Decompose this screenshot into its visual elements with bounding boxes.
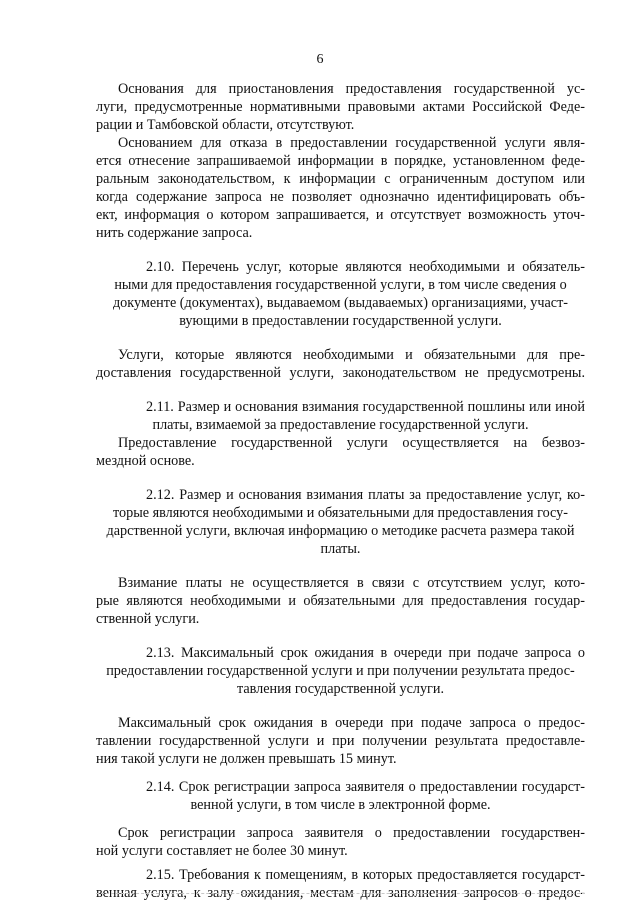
text-line: рые являются необходимыми и обязательными для предоставления государ-: [96, 593, 585, 609]
text-line: луги, предусмотренные нормативными правовыми актами Российской Феде-: [96, 99, 585, 115]
section-heading-line: 2.11. Размер и основания взимания государственной пошлины или иной: [146, 399, 585, 415]
text-line: Взимание платы не осуществляется в связи с отсутствием услуг, кото-: [118, 575, 585, 591]
section-heading-line: платы, взимаемой за предоставление государственной услуги.: [152, 417, 529, 433]
section-heading-line: предоставлении государственной услуги и при получении результата предос-: [106, 663, 575, 679]
text-line: ект, информация о котором запрашивается, и отсутствует возможность уточ-: [96, 207, 585, 223]
section-heading-line: торые являются необходимыми и обязательными для предоставления госу-: [113, 505, 568, 521]
text-line: Основанием для отказа в предоставлении государственной услуги явля-: [118, 135, 585, 151]
text-line: ется отнесение запрашиваемой информации в порядке, установленном феде-: [96, 153, 585, 169]
page-number: 6: [316, 52, 324, 67]
text-line: ральным законодательством, к информации с ограниченным доступом или: [96, 171, 585, 187]
section-heading-line: ными для предоставления государственной услуги, в том числе сведения о: [114, 277, 567, 293]
section-heading-line: документе (документах), выдаваемом (выдаваемых) организациями, участ-: [112, 295, 569, 311]
section-heading-line: 2.13. Максимальный срок ожидания в очереди при подаче запроса о: [146, 645, 585, 661]
text-line: Срок регистрации запроса заявителя о предоставлении государствен-: [118, 825, 585, 841]
text-line: Максимальный срок ожидания в очереди при подаче запроса о предос-: [118, 715, 585, 731]
section-heading-line: 2.10. Перечень услуг, которые являются необходимыми и обязатель-: [146, 259, 585, 275]
section-heading-line: венной услуги, в том числе в электронной форме.: [190, 797, 491, 813]
section-heading-line: 2.14. Срок регистрации запроса заявителя о предоставлении государст-: [146, 779, 585, 795]
text-line: когда содержание запроса не позволяет однозначно идентифицировать объ-: [96, 189, 585, 205]
text-line: Услуги, которые являются необходимыми и обязательными для пре-: [118, 347, 585, 363]
section-heading-line: платы.: [320, 541, 361, 557]
section-heading-line: 2.15. Требования к помещениям, в которых предоставляется государст-: [146, 867, 585, 883]
section-heading-line: тавления государственной услуги.: [237, 681, 444, 697]
text-line: Предоставление государственной услуги осуществляется на безвоз-: [118, 435, 585, 451]
text-line: ной услуги составляет не более 30 минут.: [96, 843, 348, 859]
text-line: тавлении государственной услуги и при получении результата предоставле-: [96, 733, 585, 749]
text-line: Основания для приостановления предоставления государственной ус-: [118, 81, 585, 97]
text-line: ственной услуги.: [96, 611, 200, 627]
text-line: рации и Тамбовской области, отсутствуют.: [96, 117, 355, 133]
section-heading-line: венная услуга, к залу ожидания, местам для заполнения запросов о предос-: [96, 885, 585, 901]
scan-edge-line: [96, 893, 585, 894]
section-heading-line: дарственной услуги, включая информацию о методике расчета размера такой: [106, 523, 575, 539]
text-line: доставления государственной услуги, законодательством не предусмотрены.: [96, 365, 585, 381]
section-heading-line: 2.12. Размер и основания взимания платы за предоставление услуг, ко-: [146, 487, 585, 503]
section-heading-line: вующими в предоставлении государственной услуги.: [179, 313, 502, 329]
text-line: мездной основе.: [96, 453, 195, 469]
text-line: нить содержание запроса.: [96, 225, 253, 241]
text-line: ния такой услуги не должен превышать 15 минут.: [96, 751, 397, 767]
